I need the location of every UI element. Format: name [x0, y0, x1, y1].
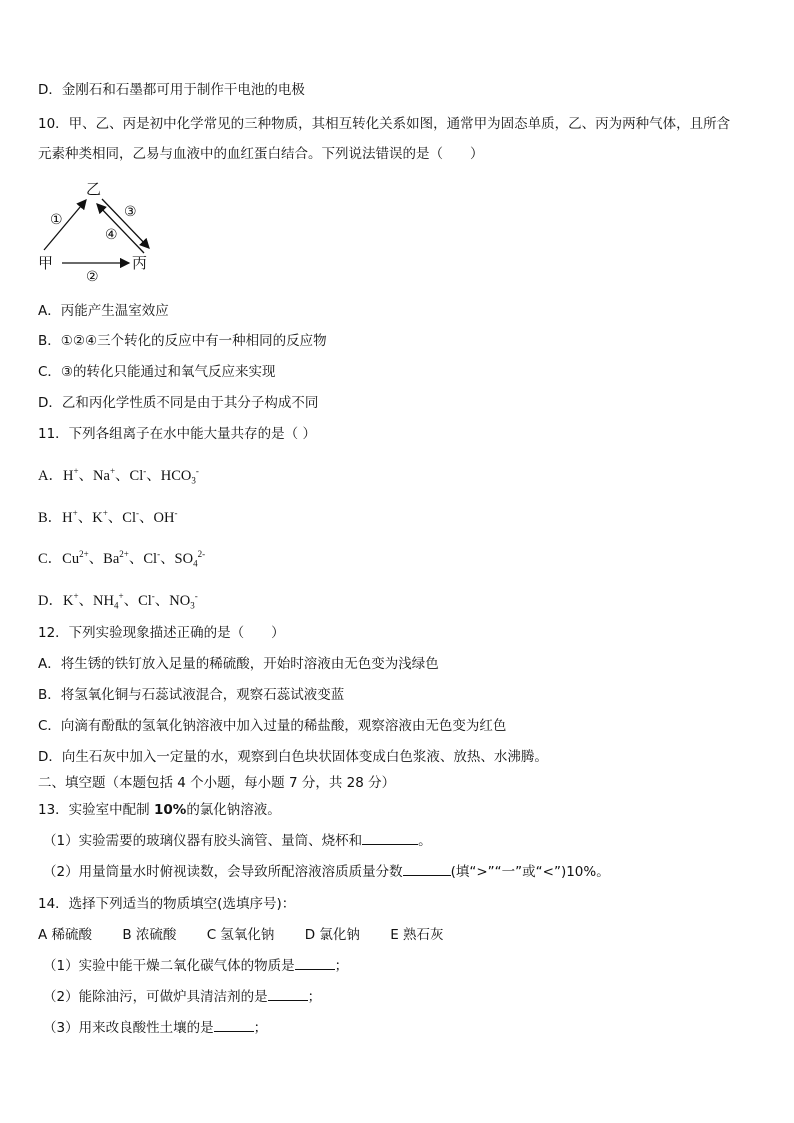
node-jia: 甲 [38, 254, 54, 272]
label-2: ② [86, 269, 99, 284]
q12-option-c: C．向滴有酚酞的氢氧化钠溶液中加入过量的稀盐酸，观察溶液由无色变为红色 [38, 718, 507, 734]
choice-d: D 氯化钠 [304, 927, 360, 943]
q13-stem: 13．实验室中配制 10%的氯化钠溶液。 [38, 802, 281, 818]
q10-option-c: C．③的转化只能通过和氧气反应来实现 [38, 364, 276, 380]
q10-option-d: D．乙和丙化学性质不同是由于其分子构成不同 [38, 395, 319, 411]
q13-part1: （1）实验需要的玻璃仪器有胶头滴管、量筒、烧杯和 。 [43, 833, 432, 849]
q10-option-a: A．丙能产生温室效应 [38, 303, 169, 319]
choice-a: A 稀硫酸 [38, 927, 93, 943]
answer-blank[interactable] [295, 957, 335, 970]
node-bing: 丙 [132, 254, 148, 272]
q13-part2: （2）用量筒量水时俯视读数，会导致所配溶液溶质质量分数 (填“>”“一”或“<”)10%。 [43, 864, 610, 880]
q11-option-c: C．$Cu^{2+}$、$Ba^{2+}$、Cl-、$SO_4^{2-}$ [38, 549, 206, 569]
q12-option-a: A．将生锈的铁钉放入足量的稀硫酸，开始时溶液由无色变为浅绿色 [38, 656, 439, 672]
q14-choices [38, 926, 470, 944]
q11-stem: 11．下列各组离子在水中能大量共存的是（ ） [38, 426, 316, 442]
label-1: ① [50, 212, 63, 228]
q11-option-a: A．H+、Na+、Cl-、$HCO_3^-$ [38, 466, 199, 486]
answer-blank[interactable] [362, 832, 418, 845]
answer-blank[interactable] [403, 863, 451, 876]
node-yi: 乙 [86, 180, 102, 198]
q14-stem: 14．选择下列适当的物质填空(选填序号)： [38, 896, 296, 912]
q9-option-d: D．金刚石和石墨都可用于制作干电池的电极 [38, 82, 305, 98]
choice-b: B 浓硫酸 [122, 927, 177, 943]
q11-option-d: D．K+、$NH_4^+$、Cl-、$NO_3^-$ [38, 591, 198, 611]
q14-part1: （1）实验中能干燥二氧化碳气体的物质是 ； [43, 958, 349, 974]
answer-blank[interactable] [268, 988, 308, 1001]
q14-part3: （3）用来改良酸性土壤的是 ； [43, 1020, 268, 1036]
q12-option-b: B．将氢氧化铜与石蕊试液混合，观察石蕊试液变蓝 [38, 687, 345, 703]
q10-stem-line2: 元素种类相同，乙易与血液中的血红蛋白结合。下列说法错误的是（ ） [38, 146, 484, 162]
answer-blank[interactable] [214, 1019, 254, 1032]
conversion-diagram [34, 172, 174, 284]
q12-option-d: D．向生石灰中加入一定量的水，观察到白色块状固体变成白色浆液、放热、水沸腾。 [38, 749, 548, 765]
choice-c: C 氢氧化钠 [206, 927, 275, 943]
q10-option-b: B．①②④三个转化的反应中有一种相同的反应物 [38, 333, 327, 349]
choice-e: E 熟石灰 [390, 927, 444, 943]
section-title: 二、填空题（本题包括 4 个小题，每小题 7 分，共 28 分） [38, 775, 396, 791]
q11-option-b: B．H+、K+、Cl-、OH- [38, 508, 178, 526]
q14-part2: （2）能除油污，可做炉具清洁剂的是 ； [43, 989, 322, 1005]
q12-stem: 12．下列实验现象描述正确的是（ ） [38, 625, 285, 641]
label-4: ④ [105, 227, 118, 243]
label-3: ③ [124, 204, 137, 220]
q10-stem-line1: 10．甲、乙、丙是初中化学常见的三种物质，其相互转化关系如图，通常甲为固态单质，乙、丙为两种气体，且所含 [38, 116, 731, 132]
